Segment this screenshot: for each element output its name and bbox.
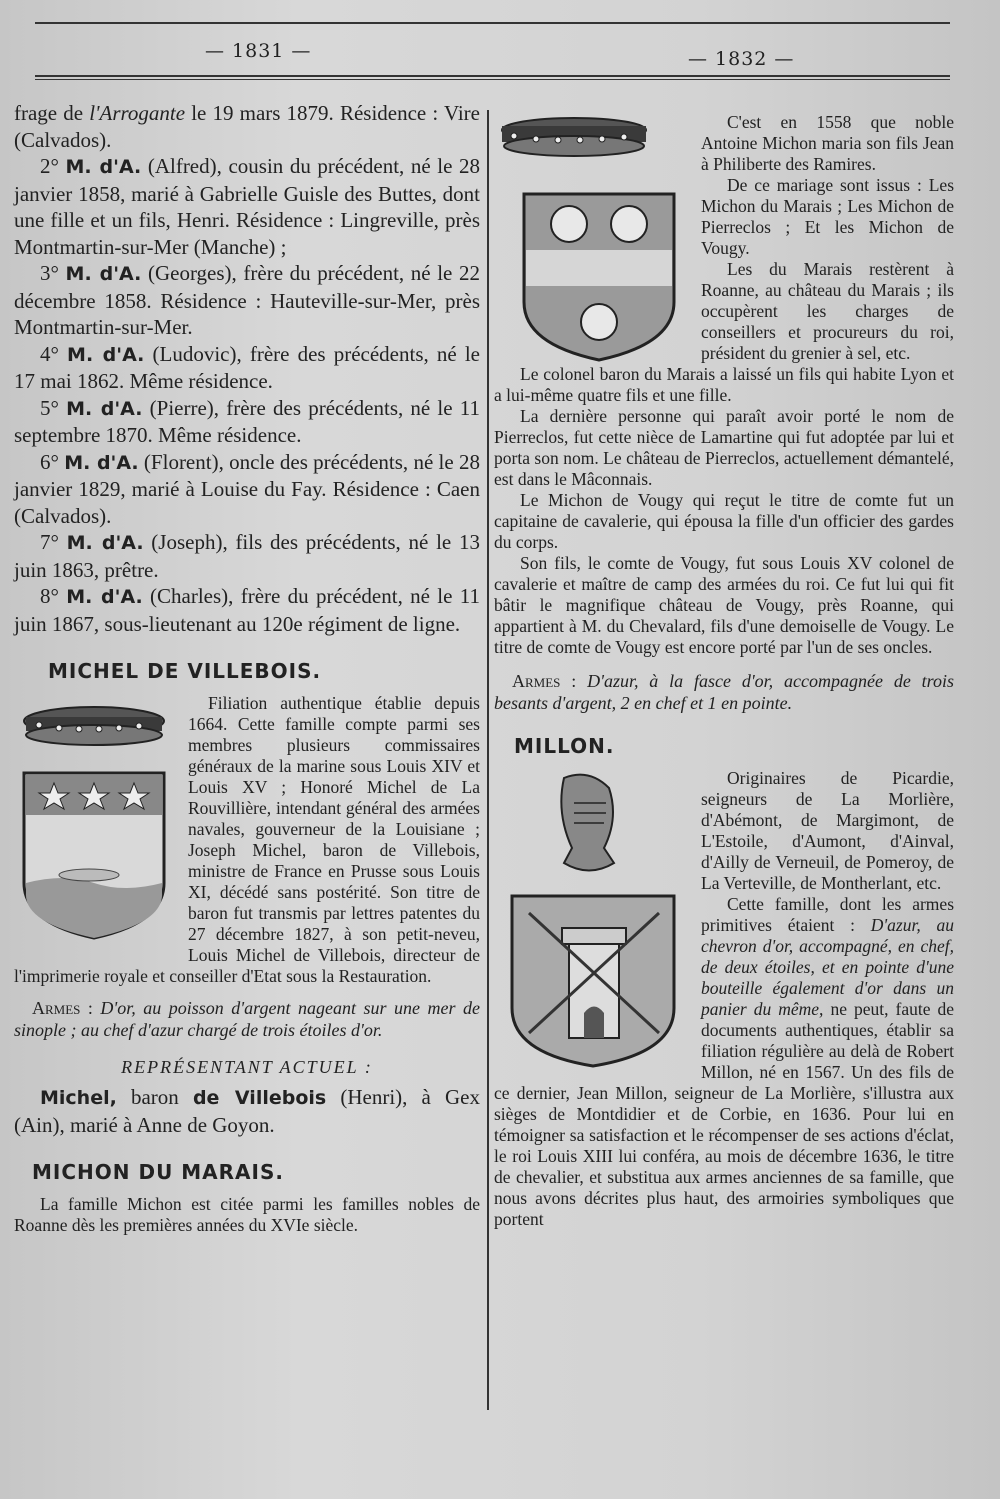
coronet-and-shield-icon: [494, 112, 689, 362]
marais-text-4: Le colonel baron du Marais a laissé un fils qui habite Lyon et a lui-même quatre fils et une fille.: [494, 364, 954, 405]
marais-text-3: Les du Marais restèrent à Roanne, au château du Marais ; ils occupèrent les charges de conseillers et procureurs du roi, président du grenier à sel, etc.: [701, 259, 954, 363]
heading-michon-du-marais: MICHON DU MARAIS.: [32, 1160, 284, 1184]
entry-6: 6° M. d'A. (Florent), oncle des précédents, né le 28 janvier 1829, marié à Louise du Fay. Résidence : Caen (Calvados).: [14, 449, 480, 528]
entry-7: 7° M. d'A. (Joseph), fils des précédents, né le 13 juin 1863, prêtre.: [14, 530, 480, 582]
coronet-and-shield-icon: [14, 693, 174, 943]
entry-5: 5° M. d'A. (Pierre), frère des précédents, né le 11 septembre 1870. Même résidence.: [14, 395, 480, 447]
villebois-text: Filiation authentique établie depuis 1664. Cette famille compte parmi ses membres plusieurs commissaires généraux de la marine sous Louis XIV et Louis XV ; Honoré Michel de La Rouvillière, intendant général des armées navales, gouverneur de la Louisiane ; Joseph Michel, baron de Villebois, ministre de France en Prusse sous Louis XI, décédé sans postérité. Son titre de baron fut transmis par lettres patentes du 27 décembre 1827, à son petit-neveu, Louis Michel de Villebois, directeur de l'imprimerie royale et conseiller d'Etat sous la Restauration.: [14, 693, 480, 986]
header-rule: [35, 75, 950, 77]
header-rule-thin: [35, 79, 950, 80]
entry-2: 2° M. d'A. (Alfred), cousin du précédent, né le 28 janvier 1858, marié à Gabrielle Guisle des Buttes, dont une fille et un fils, Henri. Résidence : Lingreville, près Montmartin-sur-Mer (Manche) ;: [14, 154, 480, 259]
page-number-right: — 1832 —: [688, 48, 795, 70]
marais-text-5: La dernière personne qui paraît avoir porté le nom de Pierreclos, fut cette nièce de Lamartine qui fut adoptée par lui et porta son nom. Le château de Pierreclos, actuellement démantelé, est dans le Mâconnais.: [494, 406, 954, 489]
entry-8: 8° M. d'A. (Charles), frère du précédent, né le 11 juin 1867, sous-lieutenant au 120e régiment de ligne.: [14, 584, 480, 636]
top-rule: [35, 22, 950, 24]
marais-armes: Armes : D'azur, à la fasce d'or, accompagnée de trois besants d'argent, 2 en chef et 1 en pointe.: [494, 671, 954, 713]
marais-text-7: Son fils, le comte de Vougy, fut sous Louis XV colonel de cavalerie et maître de camp des armées du roi. Ce fut lui qui fit bâtir le magnifique château de Vougy, près Roanne, qui appartient à M. du Chevalard, fils d'une demoiselle de Vougy. Le titre de comte de Vougy est encore porté par l'un de ses oncles.: [494, 553, 954, 657]
millon-text-1: Originaires de Picardie, seigneurs de La Morlière, d'Abémont, de Margimont, de L'Estoile, d'Aumont, d'Ainval, d'Ailly de Verneuil, de Pomeroy, de La Verteville, de Montherlant, etc.: [701, 768, 954, 893]
marais-text-2: De ce mariage sont issus : Les Michon du Marais ; Les Michon de Pierreclos ; Et les Michon de Vougy.: [701, 175, 954, 258]
marais-text-6: Le Michon de Vougy qui reçut le titre de comte fut un capitaine de cavalerie, qui épousa la fille d'un officier des gardes du corps.: [494, 490, 954, 552]
millon-arms: [494, 768, 689, 1068]
helmet-and-shield-icon: [494, 768, 689, 1068]
marais-intro: La famille Michon est citée parmi les familles nobles de Roanne dès les premières années du XVIe siècle.: [14, 1194, 480, 1235]
right-column: [494, 112, 954, 1230]
villebois-arms: [14, 693, 174, 943]
entry-continuation: frage de l'Arrogante le 19 mars 1879. Résidence : Vire (Calvados).: [14, 101, 480, 152]
entry-3: 3° M. d'A. (Georges), frère du précédent, né le 22 décembre 1858. Résidence : Hauteville-sur-Mer, près Montmartin-sur-Mer.: [14, 261, 480, 339]
marais-text-1: C'est en 1558 que noble Antoine Michon maria son fils Jean à Philiberte des Ramires.: [701, 112, 954, 174]
column-divider: [487, 110, 489, 1410]
heading-millon: MILLON.: [514, 734, 615, 758]
representant-heading: REPRÉSENTANT ACTUEL :: [121, 1057, 373, 1077]
marais-arms: [494, 112, 689, 362]
entry-4: 4° M. d'A. (Ludovic), frère des précédents, né le 17 mai 1862. Même résidence.: [14, 341, 480, 393]
millon-text-2: Cette famille, dont les armes primitives étaient : D'azur, au chevron d'or, accompagné, en chef, de deux étoiles, et en pointe d'une bouteille également d'or dans un panier du même, ne peut, faute de documents authentiques, établir sa filiation régulière au delà de Robert Millon, né en 1567. Un des fils de ce dernier, Jean Millon, seigneur de La Morlière, s'illustra aux sièges de Montdidier et de Corbie, en 1636. Pour lui en témoigner sa satisfaction et le récompenser de ses actions d'éclat, le roi Louis XIII lui conféra, au mois de décembre 1636, le titre de chevalier, et substitua aux armes anciennes de sa famille, que nous avons décrites plus haut, des armoiries symboliques que portent: [494, 894, 955, 1229]
page-number-left: — 1831 —: [205, 40, 312, 62]
left-column: [14, 100, 480, 1236]
villebois-armes: Armes : D'or, au poisson d'argent nageant sur une mer de sinople ; au chef d'azur chargé de trois étoiles d'or.: [14, 998, 480, 1040]
representant-entry: Michel, baron de Villebois (Henri), à Gex (Ain), marié à Anne de Goyon.: [14, 1085, 480, 1137]
heading-michel-de-villebois: MICHEL DE VILLEBOIS.: [48, 659, 322, 683]
